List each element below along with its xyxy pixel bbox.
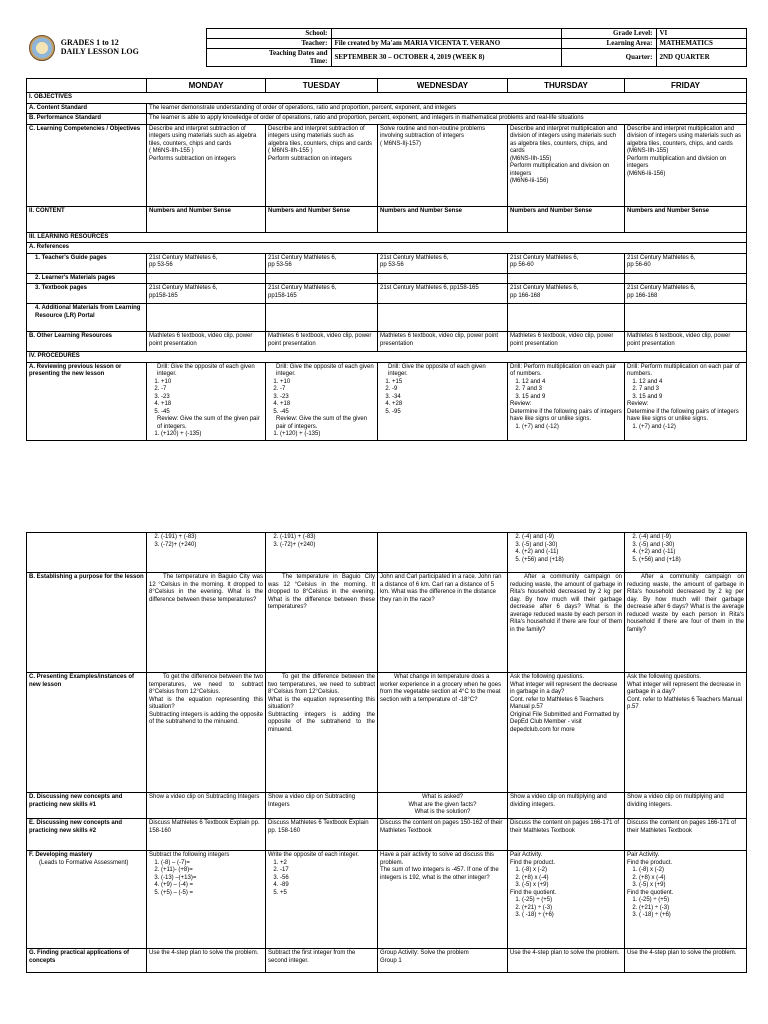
corner-cell [27, 79, 147, 93]
area-value: MATHEMATICS [656, 39, 746, 49]
performance-standard: The learner is able to apply knowledge of order of operations, ratio and proportion, percent, exponent, and integers in mathematical problems and real-life situations [147, 114, 747, 125]
review-fri-cont: 2. (-4) and (-9) 3. (-5) and (-30) 4. (+2) and (-11) 5. (+56) and (+18) [625, 533, 747, 573]
mastery-fri: Pair Activity. Find the product. 1. (-8) x (-2) 2. (+8) x (-4) 3. (-5) x (+9) Find the quotient. 1. (-25) ÷ (+5) 2. (+21) ÷ (-3) 3. ( -18) ÷ (+6) [625, 851, 747, 949]
mastery-tue: Write the opposite of each integer. 1. +2 2. -17 3. -56 4. -89 5. +5 [266, 851, 378, 949]
mastery-label: F. Developing mastery (Leads to Formative Assessment) [27, 851, 147, 949]
dates-value: SEPTEMBER 30 – OCTOBER 4, 2019 (WEEK 8) [331, 49, 561, 67]
day-monday: MONDAY [147, 79, 266, 93]
competency-mon: Describe and interpret subtraction of integers using materials such as algebra tiles, counters, chips and cards ( M6NS-IIh-155 ) Performs subtraction on integers [147, 124, 266, 206]
review-tue-cont: 2. (-191) + (-83) 3. (-72)+ (+240) [266, 533, 378, 573]
purpose-tue: The temperature in Baguio City was 12 °Celsius in the morning. It dropped to 8°Celsius in the evening. What is the difference between these temperatures? [266, 573, 378, 673]
quarter-value: 2ND QUARTER [656, 49, 746, 67]
application-thu: Use the 4-step plan to solve the problem. [508, 949, 625, 973]
application-tue: Subtract the first integer from the second integer. [266, 949, 378, 973]
olr-label: B. Other Learning Resources [27, 332, 147, 352]
grade-value: VI [656, 29, 746, 39]
dll-title: GRADES 1 to 12 DAILY LESSON LOG [60, 37, 139, 56]
olr-mon: Mathletes 6 textbook, video clip, power point presentation [147, 332, 266, 352]
tb-fri: 21st Century Mathletes 6, pp 166-168 [625, 284, 747, 304]
mastery-wed: Have a pair activity to solve ad discuss this problem. The sum of two integers is -457. If one of the integers is 192, what is the other integer? [378, 851, 508, 949]
review-label: A. Reviewing previous lesson or presenting the new lesson [27, 362, 147, 440]
discuss2-tue: Discuss Mathletes 6 Textbook Explain pp. 158-160 [266, 819, 378, 851]
discuss2-thu: Discuss the content on pages 166-171 of their Mathletes Textbook [508, 819, 625, 851]
page-2 [0, 483, 768, 1024]
mastery-mon: Subtract the following integers 1. (-8) – (-7)= 2. (+11)- (+8)= 3. (-13) –(+13)= 4. (+9) – (-4) = 5. (+5) – (-5) = [147, 851, 266, 949]
lm-label: 2. Learner's Materials pages [27, 273, 147, 284]
references-heading: A. References [27, 243, 747, 254]
presenting-tue: To get the difference between the two temperatures, we need to subtract 8°Celsius from 12°Celsius. What is the equation representing this situation? Subtracting integers is adding the opposite of the subtrahend to the minuend. [266, 673, 378, 793]
resources-heading: III. LEARNING RESOURCES [27, 232, 747, 243]
competencies-label: C. Learning Competencies / Objectives [27, 124, 147, 206]
day-wednesday: WEDNESDAY [378, 79, 508, 93]
tb-tue: 21st Century Mathletes 6, pp158-165 [266, 284, 378, 304]
tg-label: 1. Teacher's Guide pages [27, 253, 147, 273]
presenting-wed: What change in temperature does a worker experience in a grocery when he goes from the vegetable section at 4°C to the meat section with a temperature of -18°C? [378, 673, 508, 793]
presenting-mon: To get the difference between the two temperatures, we need to subtract 8°Celsius from 12°Celsius. What is the equation representing this situation? Subtracting integers is adding the opposite of the subtrahend to the minuend. [147, 673, 266, 793]
day-friday: FRIDAY [625, 79, 747, 93]
tb-thu: 21st Century Mathletes 6, pp 166-168 [508, 284, 625, 304]
day-tuesday: TUESDAY [266, 79, 378, 93]
grade-label: Grade Level: [561, 29, 656, 39]
application-label: G. Finding practical applications of concepts [27, 949, 147, 973]
tg-thu: 21st Century Mathletes 6, pp 56-60 [508, 253, 625, 273]
day-thursday: THURSDAY [508, 79, 625, 93]
dates-label: Teaching Dates and Time: [206, 49, 331, 67]
tb-mon: 21st Century Mathletes 6, pp158-165 [147, 284, 266, 304]
review-fri: Drill: Perform multiplication on each pair of numbers. 1. 12 and 4 2. 7 and 3 3. 15 and 9 Review: Determine if the following pairs of integers have like signs or unlike signs. 1. (+7) and (-12) [625, 362, 747, 440]
content-mon: Numbers and Number Sense [147, 206, 266, 232]
olr-fri: Mathletes 6 textbook, video clip, power point presentation [625, 332, 747, 352]
page-1 [0, 0, 768, 483]
application-wed: Group Activity: Solve the problem Group 1 [378, 949, 508, 973]
tb-wed: 21st Century Mathletes 6, pp158-165 [378, 284, 508, 304]
content-standard: The learner demonstrate understanding of order of operations, ratio and proportion, percent, exponent, and integers [147, 103, 747, 114]
competency-fri: Describe and interpret multiplication and division of integers using materials such as algebra tiles, counters, chips, and cards (M6NS-IIh-155) Perform multiplication and division on integers (M6N6-Iii-156) [625, 124, 747, 206]
tg-fri: 21st Century Mathletes 6, pp 56-60 [625, 253, 747, 273]
discuss1-mon: Show a video clip on Subtracting Integers [147, 793, 266, 819]
discuss2-wed: Discuss the content on pages 150-162 of their Mathletes Textbook [378, 819, 508, 851]
review-mon: Drill: Give the opposite of each given integer. 1. +10 2. -7 3. -23 4. +18 5. -45 Review: Give the sum of the given pair of integers. 1. (+120) + (-135) [147, 362, 266, 440]
content-label: II. CONTENT [27, 206, 147, 232]
review-thu: Drill: Perform multiplication on each pair of numbers. 1. 12 and 4 2. 7 and 3 3. 15 and 9 Review: Determine if the following pairs of integers have like signs or unlike signs. 1. (+7) and (-12) [508, 362, 625, 440]
purpose-mon: The temperature in Baguio City was 12 °Celsius in the morning. It dropped to 8°Celsius in the evening. What is the difference between these temperatures? [147, 573, 266, 673]
discuss2-mon: Discuss Mathletes 6 Textbook Explain pp. 158-160 [147, 819, 266, 851]
school-label: School: [206, 29, 331, 39]
mastery-thu: Pair Activity. Find the product. 1. (-8) x (-2) 2. (+8) x (-4) 3. (-5) x (+9) Find the quotient. 1. (-25) ÷ (+5) 2. (+21) ÷ (-3) 3. ( -18) ÷ (+6) [508, 851, 625, 949]
tg-wed: 21st Century Mathletes 6, pp 53-56 [378, 253, 508, 273]
olr-wed: Mathletes 6 textbook, video clip, power point presentation [378, 332, 508, 352]
purpose-wed: John and Carl participated in a race. John ran a distance of 6 km. Carl ran a distance of 5 km. What was the difference in the distance they ran in the race? [378, 573, 508, 673]
purpose-thu: After a community campaign on reducing waste, the amount of garbage in Rita's household decreased by 2 kg per day. By how much will their garbage decrease after 6 days? What is the average reduced waste by each person in Rita's household if there are four of them in the family? [508, 573, 625, 673]
school-value [331, 29, 561, 39]
review-tue: Drill: Give the opposite of each given integer. 1. +10 2. -7 3. -23 4. +18 5. -45 Review: Give the sum of the given pair of integers. 1. (+120) + (-135) [266, 362, 378, 440]
purpose-label: B. Establishing a purpose for the lesson [27, 573, 147, 673]
discuss1-thu: Show a video clip on multiplying and dividing integers. [508, 793, 625, 819]
content-thu: Numbers and Number Sense [508, 206, 625, 232]
presenting-thu: Ask the following questions. What integer will represent the decrease in garbage in a day? Cont. refer to Mathletes 6 Teachers Manual p.57 Original File Submitted and Formatted by DepEd Club Member - visit depedclub.com for more [508, 673, 625, 793]
presenting-fri: Ask the following questions. What integer will represent the decrease in garbage in a day? Cont. refer to Mathletes 6 Teachers Manual p.57 [625, 673, 747, 793]
application-mon: Use the 4-step plan to solve the problem. [147, 949, 266, 973]
quarter-label: Quarter: [561, 49, 656, 67]
content-standard-label: A. Content Standard [27, 103, 147, 114]
discuss2-label: E. Discussing new concepts and practicing new skills #2 [27, 819, 147, 851]
competency-tue: Describe and interpret subtraction of integers using materials such as algebra tiles, counters, chips and cards ( M6NS-IIh-155 ) Perform subtraction on integers [266, 124, 378, 206]
olr-thu: Mathletes 6 textbook, video clip, power point presentation [508, 332, 625, 352]
procedures-heading: IV. PROCEDURES [27, 352, 747, 363]
competency-wed: Solve routine and non-routine problems involving subtraction of integers ( M6NS-IIj-157) [378, 124, 508, 206]
discuss1-tue: Show a video clip on Subtracting Integers [266, 793, 378, 819]
tg-mon: 21st Century Mathletes 6, pp 53-56 [147, 253, 266, 273]
review-mon-cont: 2. (-191) + (-83) 3. (-72)+ (+240) [147, 533, 266, 573]
purpose-fri: After a community campaign on reducing waste, the amount of garbage in Rita's household decreased by 2 kg per day. By how much will their garbage decrease after 6 days? What is the average reduced waste by each person in Rita's household if there are four of them in the family? [625, 573, 747, 673]
performance-standard-label: B. Performance Standard [27, 114, 147, 125]
lesson-table-page1 [26, 78, 747, 441]
deped-seal-icon [29, 35, 55, 61]
discuss1-fri: Show a video clip on multiplying and dividing integers. [625, 793, 747, 819]
teacher-label: Teacher: [206, 39, 331, 49]
tb-label: 3. Textbook pages [27, 284, 147, 304]
discuss1-wed: What is asked? What are the given facts? What is the solution? [378, 793, 508, 819]
discuss1-label: D. Discussing new concepts and practicing new skills #1 [27, 793, 147, 819]
competency-thu: Describe and interpret multiplication and division of integers using materials such as algebra tiles, counters, chips, and cards (M6NS-IIh-155) Perform multiplication and division on integers (M6N6-Iii-156) [508, 124, 625, 206]
review-thu-cont: 2. (-4) and (-9) 3. (-5) and (-30) 4. (+2) and (-11) 5. (+56) and (+18) [508, 533, 625, 573]
tg-tue: 21st Century Mathletes 6, pp 53-56 [266, 253, 378, 273]
objectives-heading: I. OBJECTIVES [27, 93, 747, 104]
application-fri: Use the 4-step plan to solve the problem. [625, 949, 747, 973]
review-wed: Drill: Give the opposite of each given integer. 1. +15 2. -9 3. -34 4. +28 5. -95 [378, 362, 508, 440]
content-wed: Numbers and Number Sense [378, 206, 508, 232]
teacher-value: File created by Ma'am MARIA VICENTA T. VERANO [331, 39, 561, 49]
presenting-label: C. Presenting Examples/instances of new lesson [27, 673, 147, 793]
discuss2-fri: Discuss the content on pages 166-171 of their Mathletes Textbook [625, 819, 747, 851]
am-label: 4. Additional Materials from Learning Resource (LR) Portal [27, 304, 147, 332]
olr-tue: Mathletes 6 textbook, video clip, power point presentation [266, 332, 378, 352]
content-tue: Numbers and Number Sense [266, 206, 378, 232]
header-table [26, 28, 747, 67]
logo-title [26, 29, 206, 67]
content-fri: Numbers and Number Sense [625, 206, 747, 232]
area-label: Learning Area: [561, 39, 656, 49]
lesson-table-page2 [26, 532, 747, 973]
